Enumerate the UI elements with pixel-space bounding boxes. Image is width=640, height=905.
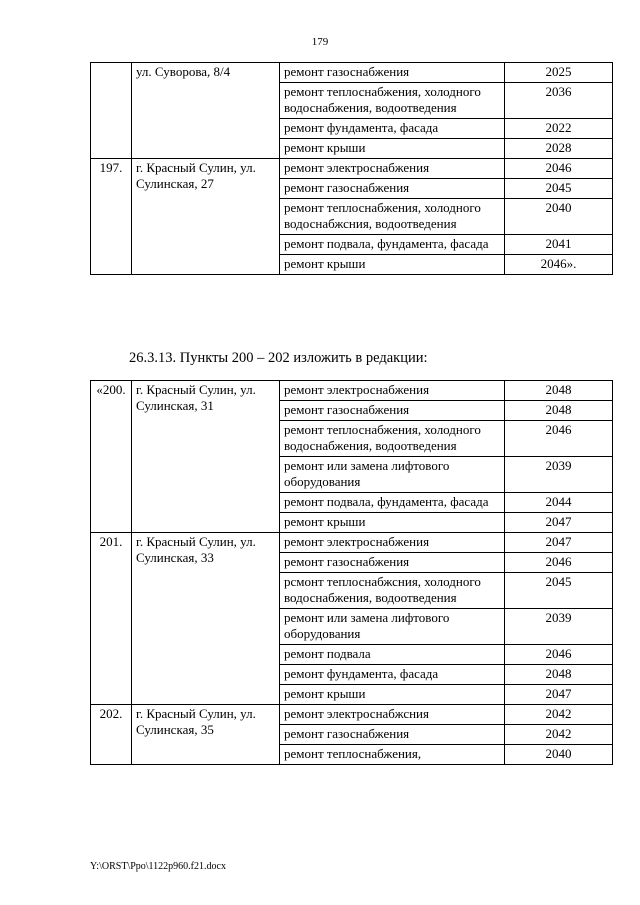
repair-year: 2028 <box>505 139 613 159</box>
repair-work: ремонт электроснабжения <box>280 381 505 401</box>
repair-year: 2039 <box>505 457 613 493</box>
item-number: «200. <box>91 381 132 533</box>
building-address: г. Красный Сулин, ул. Сулинская, 35 <box>132 705 280 765</box>
section-heading: 26.3.13. Пункты 200 – 202 изложить в редакции: <box>129 350 428 366</box>
building-address: г. Красный Сулин, ул. Сулинская, 31 <box>132 381 280 533</box>
table-row <box>91 381 613 401</box>
table-row <box>91 705 613 725</box>
page-number: 179 <box>311 36 329 48</box>
repair-year: 2048 <box>505 665 613 685</box>
repair-schedule-table-continued <box>90 62 613 275</box>
repair-work: ремонт или замена лифтового оборудования <box>280 457 505 493</box>
repair-schedule-table-new <box>90 380 613 765</box>
repair-year: 2045 <box>505 573 613 609</box>
repair-work: ремонт электроснабжсния <box>280 705 505 725</box>
table-row <box>91 159 613 179</box>
repair-year: 2044 <box>505 493 613 513</box>
repair-work: ремонт подвала <box>280 645 505 665</box>
table-row <box>91 63 613 83</box>
repair-work: ремонт подвала, фундамента, фасада <box>280 493 505 513</box>
table-row <box>91 533 613 553</box>
repair-year: 2047 <box>505 685 613 705</box>
repair-year: 2046 <box>505 159 613 179</box>
item-number: 201. <box>91 533 132 705</box>
repair-year: 2040 <box>505 745 613 765</box>
repair-work: ремонт газоснабжения <box>280 725 505 745</box>
repair-year: 2041 <box>505 235 613 255</box>
repair-year: 2046 <box>505 421 613 457</box>
repair-work: ремонт крыши <box>280 513 505 533</box>
repair-year: 2045 <box>505 179 613 199</box>
repair-year: 2046 <box>505 645 613 665</box>
repair-year: 2048 <box>505 381 613 401</box>
repair-year: 2048 <box>505 401 613 421</box>
file-path-footer: Y:\ORST\Ppo\1122p960.f21.docx <box>90 861 226 872</box>
repair-year: 2042 <box>505 725 613 745</box>
repair-work: ремонт или замена лифтового оборудования <box>280 609 505 645</box>
repair-year: 2039 <box>505 609 613 645</box>
repair-year: 2036 <box>505 83 613 119</box>
building-address: ул. Суворова, 8/4 <box>132 63 280 159</box>
repair-year: 2046 <box>505 553 613 573</box>
repair-year: 2046». <box>505 255 613 275</box>
repair-year: 2047 <box>505 533 613 553</box>
building-address: г. Красный Сулин, ул. Сулинская, 27 <box>132 159 280 275</box>
repair-work: ремонт газоснабжения <box>280 63 505 83</box>
repair-work: ремонт крыши <box>280 255 505 275</box>
repair-work: ремонт газоснабжения <box>280 179 505 199</box>
repair-year: 2022 <box>505 119 613 139</box>
repair-year: 2025 <box>505 63 613 83</box>
repair-work: ремонт электроснабжения <box>280 159 505 179</box>
repair-work: ремонт фундамента, фасада <box>280 119 505 139</box>
repair-work: ремонт крыши <box>280 139 505 159</box>
repair-year: 2040 <box>505 199 613 235</box>
repair-work: ремонт теплоснабжения, холодного водоснабжения, водоотведения <box>280 83 505 119</box>
repair-work: рсмонт теплоснабжсния, холодного водоснабжения, водоотведения <box>280 573 505 609</box>
item-number: 202. <box>91 705 132 765</box>
item-number: 197. <box>91 159 132 275</box>
repair-work: ремонт теплоснабжения, <box>280 745 505 765</box>
repair-work: ремонт газоснабжения <box>280 401 505 421</box>
repair-work: ремонт газоснабжения <box>280 553 505 573</box>
item-number <box>91 63 132 159</box>
repair-work: ремонт электроснабжения <box>280 533 505 553</box>
repair-year: 2047 <box>505 513 613 533</box>
building-address: г. Красный Сулин, ул. Сулинская, 33 <box>132 533 280 705</box>
repair-work: ремонт подвала, фундамента, фасада <box>280 235 505 255</box>
repair-work: ремонт теплоснабжения, холодного водоснабжения, водоотведения <box>280 421 505 457</box>
repair-work: ремонт теплоснабжения, холодного водоснабжсния, водоотведения <box>280 199 505 235</box>
repair-work: ремонт фундамента, фасада <box>280 665 505 685</box>
repair-year: 2042 <box>505 705 613 725</box>
repair-work: ремонт крыши <box>280 685 505 705</box>
